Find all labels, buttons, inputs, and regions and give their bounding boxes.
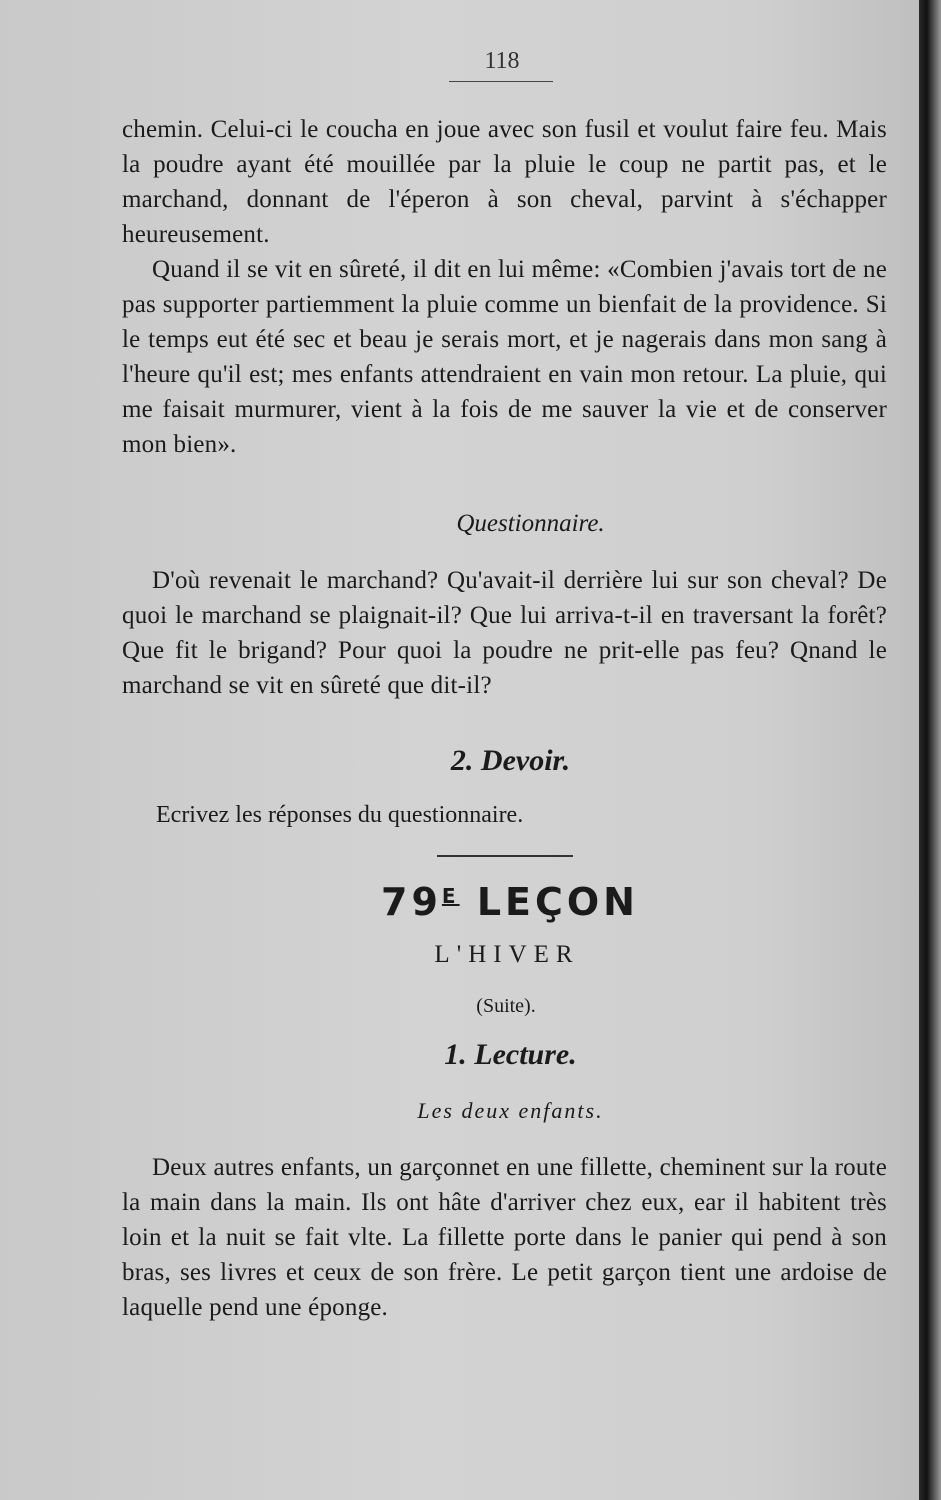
reading-text: Deux autres enfants, un garçonnet en une fillette, cheminent sur la route la main dans la main. Ils ont hâte d'arriver chez eux, ear il habitent très loin et la nuit se fait vlte. La fillette porte dans le panier qui pend à son bras, ses livres et ceux de son frère. Le petit garçon tient une ardoise de laquelle pend une éponge. xyxy=(122,1154,887,1321)
lecture-heading: 1. Lecture. xyxy=(444,1038,577,1071)
reading-block xyxy=(122,1150,887,1325)
lesson-word: LEÇON xyxy=(476,880,639,924)
questionnaire-heading: Questionnaire. xyxy=(456,510,605,537)
lesson-number: 79 xyxy=(381,880,442,924)
lesson-number-suffix: E xyxy=(441,884,460,908)
page-number-rule xyxy=(449,81,553,82)
page-number: 118 xyxy=(484,48,520,74)
paragraph-1: chemin. Celui-ci le coucha en joue avec son fusil et voulut faire feu. Mais la poudre ayant été mouillée par la pluie le coup ne partit pas, et le marchand, donnant de l'éperon à son cheval, parvint à s'échapper heureusement. xyxy=(122,116,887,248)
questionnaire-block xyxy=(122,563,887,703)
story-title: Les deux enfants. xyxy=(417,1098,604,1123)
story-ending xyxy=(122,252,887,462)
section-divider xyxy=(437,855,573,857)
story-continuation xyxy=(122,112,887,252)
questions-text: D'où revenait le marchand? Qu'avait-il derrière lui sur son cheval? De quoi le marchand se plaignait-il? Que lui arriva-t-il en traversant la forêt? Que fit le brigand? Pour quoi la poudre ne prit-elle pas feu? Qnand le marchand se vit en sûreté que dit-il? xyxy=(122,567,887,699)
lesson-note: (Suite). xyxy=(476,995,536,1017)
lesson-subtitle: L'HIVER xyxy=(434,941,580,968)
devoir-heading: 2. Devoir. xyxy=(450,744,571,777)
lesson-title xyxy=(0,880,941,924)
paragraph-2: Quand il se vit en sûreté, il dit en lui même: «Combien j'avais tort de ne pas supporter partiemment la pluie comme un bienfait de la providence. Si le temps eut été sec et beau je serais mort, et je nagerais dans mon sang à l'heure qu'il est; mes enfants attendraient en vain mon retour. La pluie, qui me faisait murmurer, vient à la fois de me sauver la vie et de conserver mon bien». xyxy=(122,256,887,458)
devoir-instruction: Ecrivez les réponses du questionnaire. xyxy=(156,802,524,828)
